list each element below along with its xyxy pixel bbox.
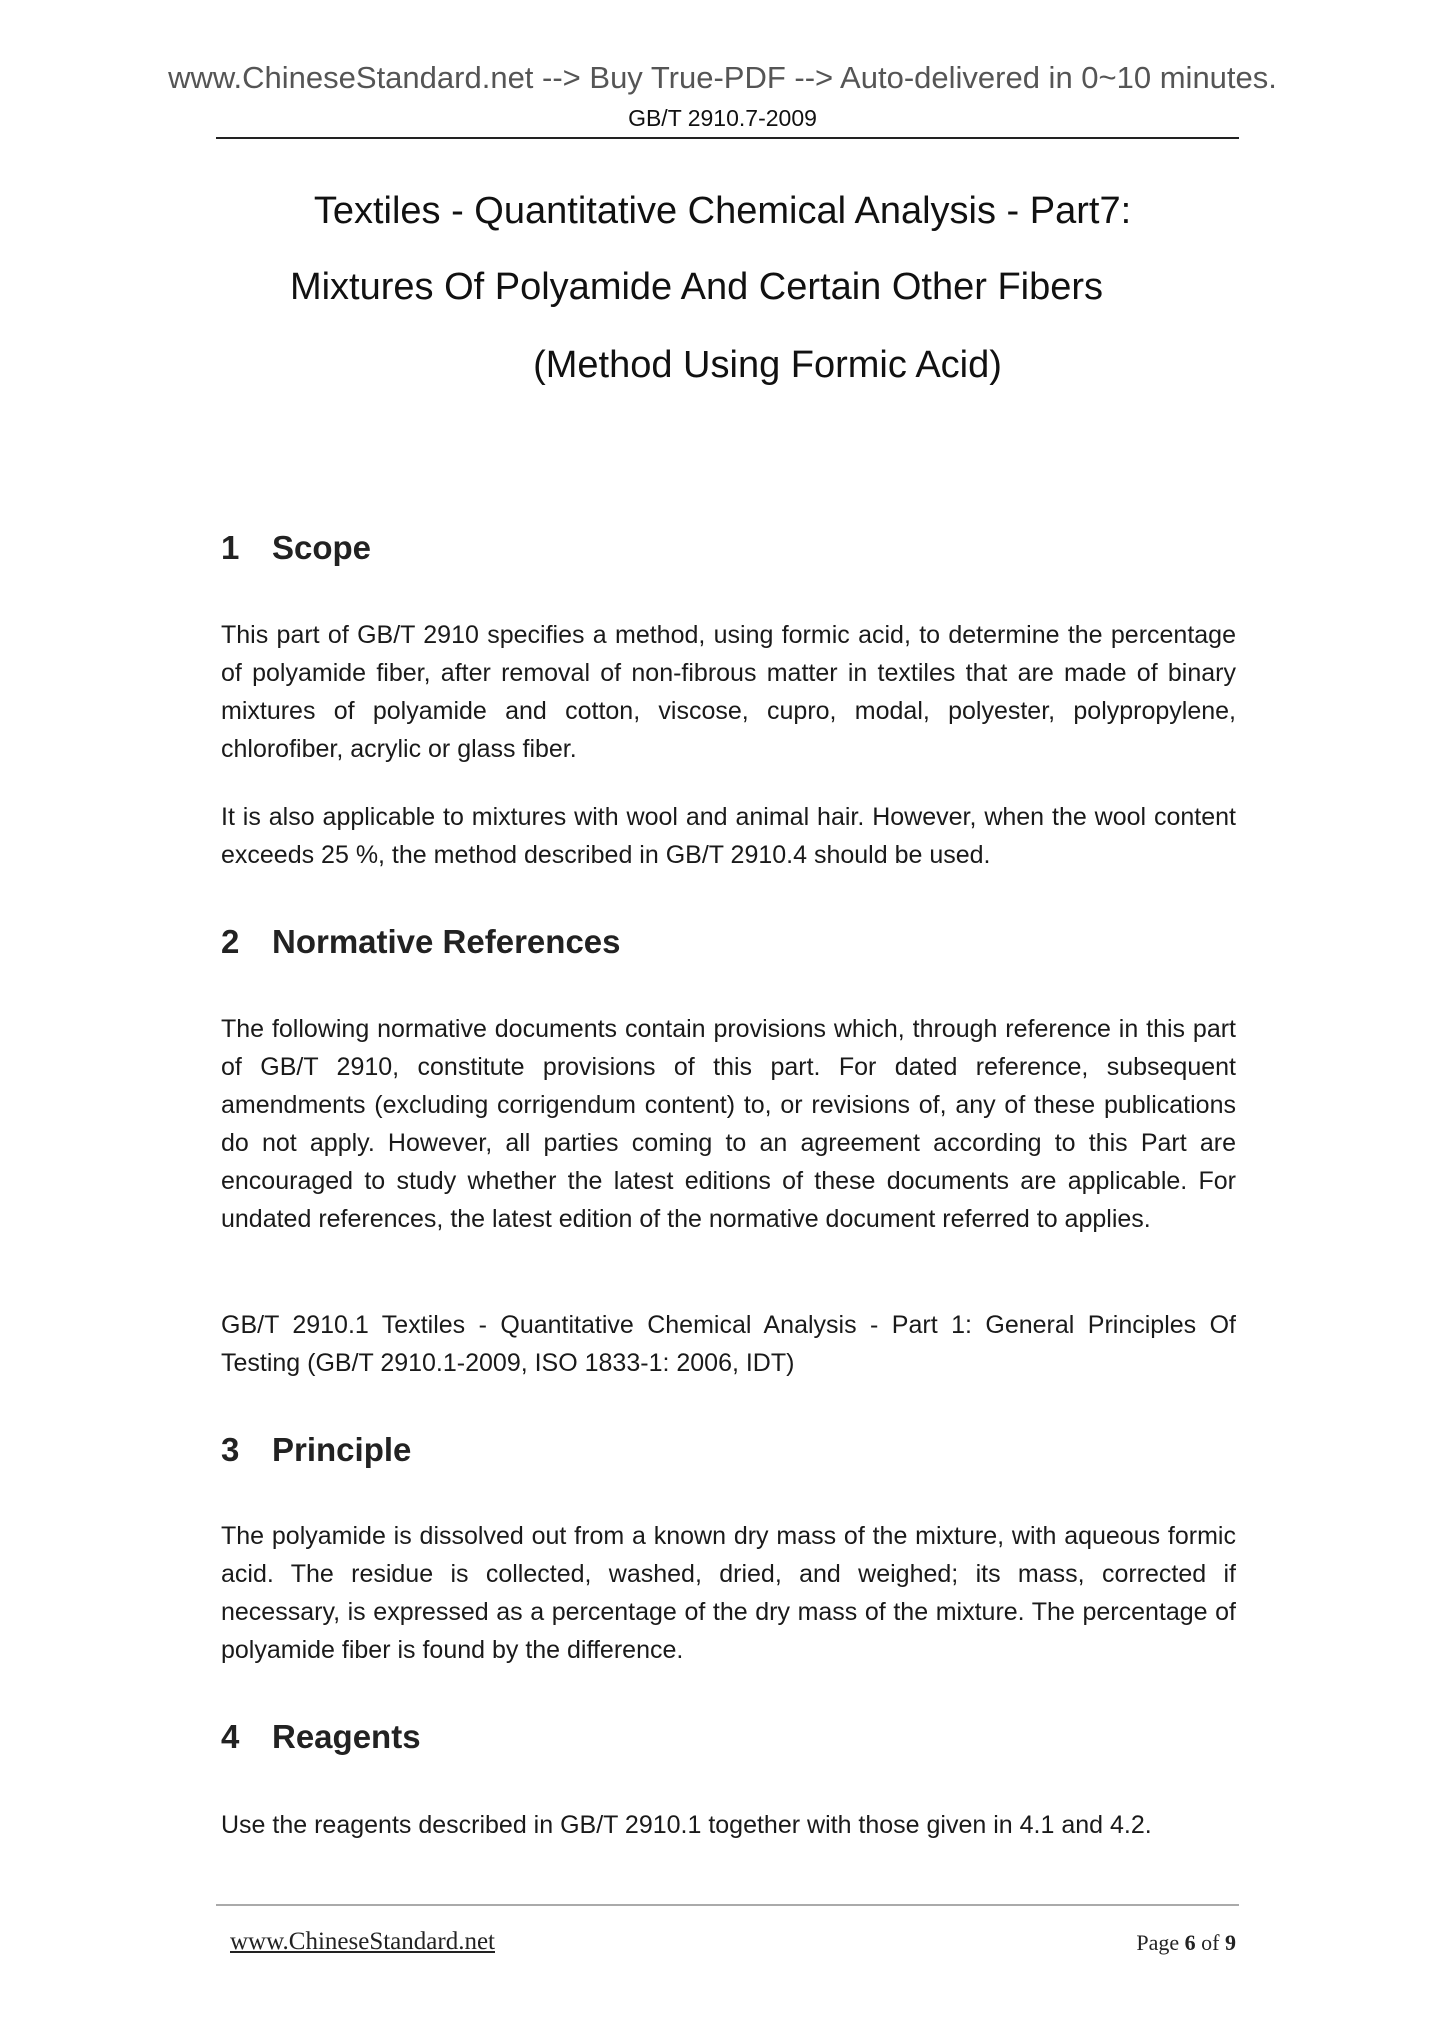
- page-current: 6: [1184, 1930, 1196, 1955]
- header-divider: [216, 137, 1239, 139]
- page-prefix: Page: [1136, 1930, 1180, 1955]
- footer-link[interactable]: www.ChineseStandard.net: [230, 1928, 495, 1955]
- paragraph: The polyamide is dissolved out from a known dry mass of the mixture, with aqueous formic acid. The residue is collected, washed, dried, and weighed; its mass, corrected if necessary, is expressed as a percentage of the dry mass of the mixture. The percentage of polyamide fiber is found by the difference.: [221, 1522, 1236, 1665]
- section-heading-reagents: [221, 1718, 421, 1756]
- title-line-2: Mixtures Of Polyamide And Certain Other Fibers: [289, 266, 1104, 308]
- paragraph: The following normative documents contain provisions which, through reference in this part of GB/T 2910, constitute provisions of this part. For dated reference, subsequent amendments (excluding corrigendum content) to, or revisions of, any of these publications do not apply. However, all parties coming to an agreement according to this Part are encouraged to study whether the latest editions of these documents are applicable. For undated references, the latest edition of the normative document referred to applies.: [221, 1015, 1236, 1234]
- section-title: Principle: [272, 1431, 412, 1468]
- site-banner: www.ChineseStandard.net --> Buy True-PDF --> Auto-delivered in 0~10 minutes.: [168, 60, 1277, 95]
- page-of: of: [1201, 1930, 1220, 1955]
- section-heading-principle: [221, 1431, 411, 1469]
- section-title: Normative References: [272, 923, 621, 960]
- title-line-3: (Method Using Formic Acid): [533, 344, 1002, 386]
- section-title: Scope: [272, 529, 372, 566]
- paragraph: This part of GB/T 2910 specifies a method, using formic acid, to determine the percentage of polyamide fiber, after removal of non-fibrous matter in textiles that are made of binary mixtures of polyamide and cotton, viscose, cupro, modal, polyester, polypropylene, chlorofiber, acrylic or glass fiber.: [221, 621, 1236, 764]
- section-number: 3: [221, 1431, 240, 1468]
- section-number: 1: [221, 529, 240, 566]
- document-number: GB/T 2910.7-2009: [628, 105, 817, 131]
- section-number: 4: [221, 1718, 240, 1755]
- section-heading-normative-references: [221, 923, 621, 961]
- title-line-1: Textiles - Quantitative Chemical Analysis - Part7:: [313, 190, 1132, 232]
- section-title: Reagents: [272, 1718, 421, 1755]
- reference-entry: GB/T 2910.1 Textiles - Quantitative Chemical Analysis - Part 1: General Principles Of Testing (GB/T 2910.1-2009, ISO 1833-1: 2006, IDT): [221, 1311, 1236, 1378]
- page-total: 9: [1225, 1930, 1236, 1955]
- section-heading-scope: [221, 529, 371, 567]
- footer-divider: [216, 1904, 1239, 1906]
- paragraph: It is also applicable to mixtures with wool and animal hair. However, when the wool content exceeds 25 %, the method described in GB/T 2910.4 should be used.: [221, 803, 1236, 870]
- page-indicator: [1000, 1930, 1236, 1956]
- section-number: 2: [221, 923, 240, 960]
- paragraph: Use the reagents described in GB/T 2910.1 together with those given in 4.1 and 4.2.: [221, 1811, 1152, 1839]
